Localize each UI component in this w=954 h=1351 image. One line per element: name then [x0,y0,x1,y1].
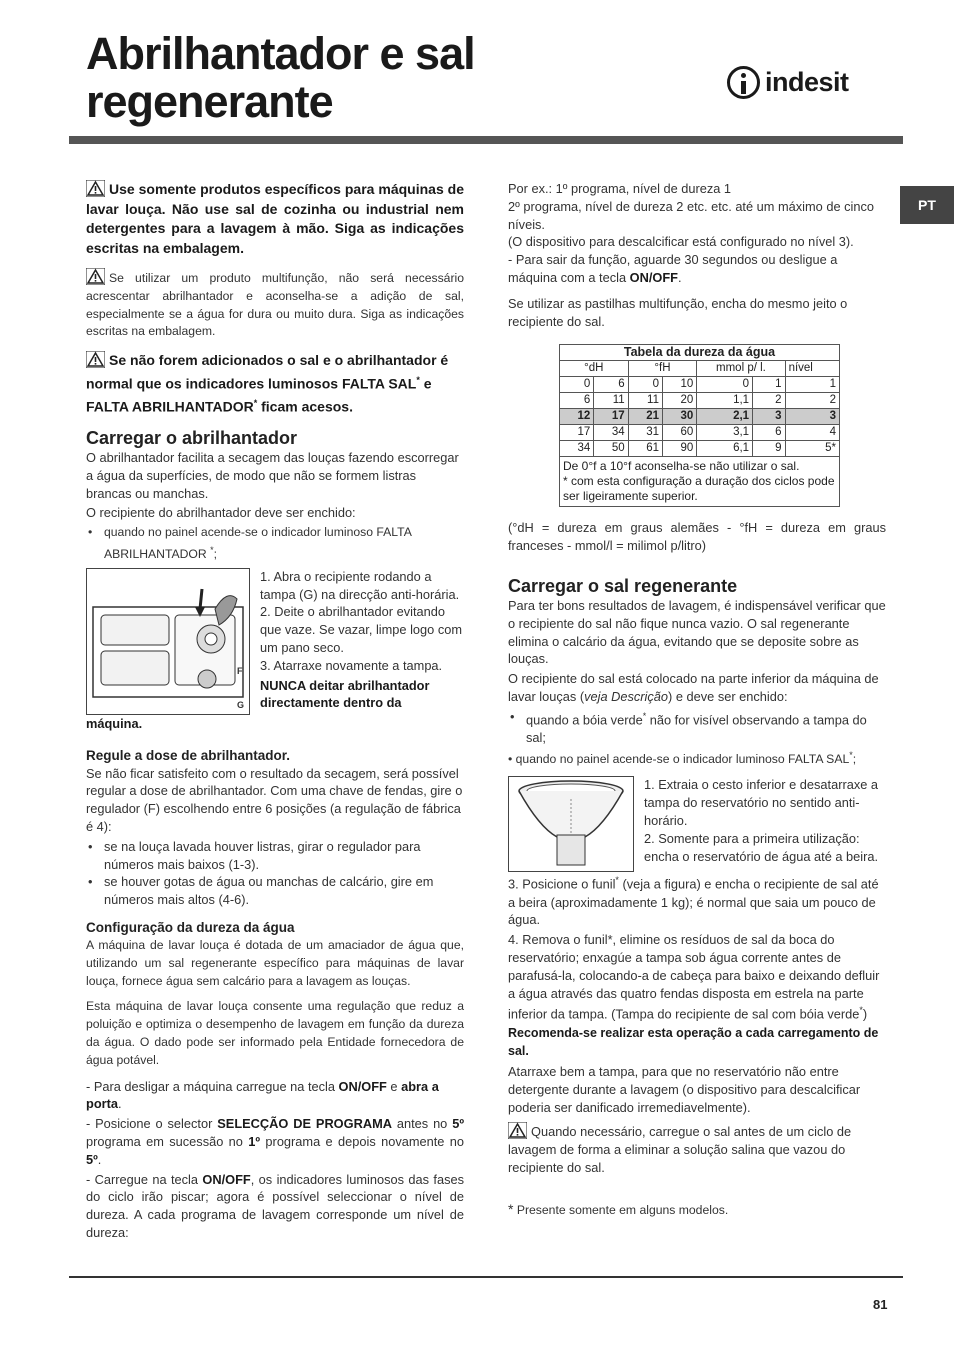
language-tab: PT [900,186,954,224]
hardness-paragraph: A máquina de lavar louça é dotada de um amaciador de água que, utilizando um sal regenerante específico para máquinas de lavar louça, fornece água sem calcário para a lavagem as louças. [86,938,464,988]
salt-paragraph [508,670,886,706]
step-text: , os indicadores luminosos das fases do ciclo irão piscar; agora é possível seleccionar o nível de dureza. A cada programa de lavagem corresponde um nível de dureza: [86,1171,464,1240]
step-text-bold: 5º [452,1116,464,1132]
list-item: • se houver gotas de água ou manchas de calcário, gire em números mais altos (4-6). [86,873,464,909]
table-cell: 90 [662,441,696,457]
table-cell: 3 [785,409,839,425]
hardness-paragraph: Esta máquina de lavar louça consente uma regulação que reduz a poluição e optimiza o desempenho de lavagem em função da dureza da água. O dado pode ser informado pela Entidade fornecedora de água potável. [86,999,464,1067]
example-text: . [677,269,682,285]
table-cell: 1 [753,377,786,393]
warning-indicators-text: Se não forem adicionados o sal e o abrilhantador é normal que os indicadores luminosos FALTA SAL [86,352,449,392]
step-text-bold: 1º [248,1133,261,1149]
warning-icon [86,268,105,285]
example-text-bold: ON/OFF [629,269,678,285]
warning-multifunction-text: Se utilizar um produto multifunção, não será necessário acrescentar abrilhantador e aconselha-se a adição de sal, especialmente se a água for dura ou muito dura. Siga as indicações escritas na embalagem. [86,271,464,339]
step-text: antes no [391,1116,453,1132]
funnel-illustration [508,776,634,872]
table-cell: 3 [753,409,786,425]
warning-indicators [86,351,464,417]
table-cell: 0 [560,377,594,393]
footnote-star: * [210,544,214,555]
figure-label-f: F [237,665,243,676]
table-cell: 21 [628,409,662,425]
hardness-table [559,344,840,507]
salt-indicator-text: • quando no painel acende-se o indicador luminoso FALTA SAL [508,751,850,766]
table-cell: 5* [785,441,839,457]
table-cell: 2 [753,393,786,409]
salt-steps-text: 1. Extraia o cesto inferior e desatarraxe a tampa do reservatório no sentido anti-horário. 2. Somente para a primeira utilização: encha o reservatório de água até a beira. [644,777,879,864]
table-note: De 0°f a 10°f aconselha-se não utilizar o sal. [563,459,800,474]
table-cell: 9 [753,441,786,457]
left-column [86,180,464,1244]
funnel-drawing [509,777,633,871]
warning-icon [86,180,105,197]
table-cell: 30 [662,409,696,425]
table-cell: 0 [628,377,662,393]
table-cell: 6 [594,377,628,393]
dispenser-drawing [87,569,249,714]
section-heading-rinse-aid: Carregar o abrilhantador [86,428,298,448]
step-text-bold: ON/OFF [338,1078,387,1094]
table-cell: 11 [628,393,662,409]
section-heading-salt: Carregar o sal regenerante [508,575,738,596]
list-item: • se na louça lavada houver listras, girar o regulador para números mais baixos (1-3). [86,838,464,874]
step-text: e [386,1078,402,1094]
salt-text: ) e deve ser enchido: [668,688,788,704]
footnote-star: * [849,749,853,760]
table-cell: 10 [662,377,696,393]
salt-step-3 [508,872,886,929]
salt-step-text: 4. Remova o funil*, elimine os resíduos de sal da boca do reservatório; enxagúe a tampa sob água corrente antes de parafusá-la, colocando-a de cabeça para baixo e deixando defluir a água através das quatro fendas disposta em estrela na parte inferior da tampa. (Tampa do recipiente de sal com bóia verde [508,932,880,1022]
step-text: programa em sucessão no [86,1133,249,1149]
rinse-paragraph: O abrilhantador facilita a secagem das louças fazendo escorregar a água da superfícies, de modo que não se formem listras brancas ou manchas. [86,450,459,501]
example-paragraph [508,180,886,287]
salt-paragraph: Atarraxe bem a tampa, para que no reservatório não entre detergente durante a lavagem (o dispositivo para descalcificar poderia ser danificado irremediavelmente). [508,1063,861,1115]
page-number: 81 [873,1297,888,1312]
step-text-bold: abra a porta [86,1078,439,1112]
footnote-star: * [642,710,647,721]
rinse-paragraph: O recipiente do abrilhantador deve ser enchido: [86,505,356,521]
step-press-onoff [86,1171,464,1242]
footnote-star: * [508,1200,514,1217]
table-cell: 2 [785,393,839,409]
step-text: programa e depois novamente no [260,1133,465,1149]
table-cell: 3,1 [697,425,753,441]
table-cell: 34 [594,425,628,441]
footnote-star: * [859,1005,863,1016]
table-cell: 17 [560,425,594,441]
table-cell: 60 [662,425,696,441]
step-text-bold: ON/OFF [202,1171,251,1187]
dose-list [86,838,464,909]
salt-step-text: (veja a figura) e encha o recipiente de sal até a beira (aproximadamente 1 kg); é normal que saia um pouco de água. [508,876,879,928]
footer-rule [69,1276,903,1278]
example-text: Por ex.: 1º programa, nível de dureza 1 2º programa, nível de dureza 2 etc. etc. até um máximo de cinco níveis. (O dispositivo para descalcificar está configurado no nível 3). - Para sair da função, aguarde 30 segundos ou desligue a máquina com a tecla [508,181,875,285]
table-cell: 1,1 [697,393,753,409]
dose-paragraph: Se não ficar satisfeito com o resultado da secagem, será possível regular a dose de abrilhantador. Com uma chave de fendas, gire o regulador (F) escolhendo entre 6 posições (a regulação de fábrica é 4): [86,765,463,835]
table-row [560,409,840,425]
table-row [560,377,840,393]
warning-icon [86,351,105,368]
header-rule [69,136,903,144]
table-row [560,425,840,441]
table-cell: 12 [560,409,594,425]
salt-figure-row [508,776,886,872]
table-title: Tabela da dureza da água [560,345,840,361]
table-header: °dH [560,361,629,377]
salt-step-text: 3. Posicione o funil [508,876,616,892]
rinse-never-text: NUNCA deitar abrilhantador directamente dentro da [260,677,430,711]
table-note: * com esta configuração a duração dos ciclos pode ser ligeiramente superior. [563,474,835,504]
salt-text-italic: veja Descrição [584,688,669,704]
step-power-off [86,1078,464,1114]
table-notes [560,457,840,507]
rinse-never-end: máquina. [86,715,143,731]
indesit-logo [727,62,849,102]
section-heading-hardness: Configuração da dureza da água [86,920,295,936]
page-title: Abrilhantador e sal regenerante [86,28,475,127]
list-item-text: quando a bóia verde [526,712,643,728]
salt-text: O recipiente do sal está colocado na parte inferior da máquina de lavar louças ( [508,671,879,704]
rinse-aid-figure-row [86,568,464,715]
salt-warning [508,1122,886,1176]
table-cell: 17 [594,409,628,425]
table-cell: 6 [753,425,786,441]
warning-products [86,180,464,258]
rinse-aid-illustration [86,568,250,715]
warning-products-text: Use somente produtos específicos para máquinas de lavar louça. Não use sal de cozinha ou industrial nem detergentes para a lavagem à mão. Siga as indicações escritas na embalagem. [86,181,464,256]
table-cell: 2,1 [697,409,753,425]
table-cell: 0 [697,377,753,393]
salt-list [508,708,886,747]
list-item [508,708,886,747]
step-text: - Para desligar a máquina carregue na tecla [86,1078,339,1094]
salt-steps [644,776,886,872]
table-cell: 4 [785,425,839,441]
footnote-star: * [615,875,619,886]
units-paragraph: (°dH = dureza em graus alemães - °fH = dureza em graus franceses - mmol/l = milimol p/litro) [508,520,886,554]
table-header: °fH [628,361,697,377]
warning-icon [508,1122,527,1139]
salt-indicator-item [508,747,886,769]
step-text: . [118,1096,122,1112]
table-cell: 20 [662,393,696,409]
table-cell: 31 [628,425,662,441]
table-cell: 11 [594,393,628,409]
footnote-star: * [416,374,420,385]
footnote-star: * [253,397,258,408]
step-text: - Posicione o selector [86,1116,218,1132]
rinse-steps-text: 1. Abra o recipiente rodando a tampa (G) na direcção anti-horária. 2. Deite o abrilhantador evitando que vaze. Se vazar, limpe logo com um pano seco. 3. Atarraxe novamente a tampa. [260,568,463,673]
salt-warning-text: Quando necessário, carregue o sal antes de um ciclo de lavagem de forma a eliminar a solução salina que vazou do recipiente do sal. [508,1124,852,1175]
salt-indicator-text: ; [852,751,857,766]
step-text-bold: SELECÇÃO DE PROGRAMA [217,1116,392,1132]
rinse-list [86,524,464,564]
table-body [560,377,840,457]
salt-paragraph: Para ter bons resultados de lavagem, é indispensável verificar que o recipiente do sal não fique nunca vazio. O sal regenerante elimina o calcário da água, evitando que se deposite sobre as louças. [508,597,886,667]
table-cell: 1 [785,377,839,393]
footnote [508,1201,886,1220]
table-cell: 50 [594,441,628,457]
footnote-text: Presente somente em alguns modelos. [516,1202,729,1217]
step-text: - Carregue na tecla [86,1171,203,1187]
list-item [86,524,464,564]
rinse-aid-steps [260,568,464,715]
right-column [508,180,886,1222]
step-text-bold: 5º [86,1151,98,1167]
section-heading-dose: Regule a dose de abrilhantador. [86,747,291,763]
multifunction-paragraph: Se utilizar as pastilhas multifunção, encha do mesmo jeito o recipiente do sal. [508,295,848,329]
salt-step-4 [508,931,886,1023]
warning-multifunction [86,268,464,341]
hardness-table-wrapper [559,344,840,507]
indesit-logo-icon [727,66,760,99]
table-row [560,441,840,457]
warning-indicators-text: e FALTA ABRILHANTADOR [86,375,432,415]
logo-text: indesit [765,66,849,97]
figure-label-g: G [237,699,245,710]
salt-step-text: ) [862,1006,868,1022]
table-cell: 34 [560,441,594,457]
step-text: . [97,1151,102,1167]
list-item-text: não for visível observando a tampa do sal; [526,712,867,745]
warning-indicators-text: ficam acesos. [257,398,353,415]
table-cell: 6 [560,393,594,409]
step-select-program [86,1115,464,1168]
table-header: nível [785,361,839,377]
table-cell: 61 [628,441,662,457]
table-header: mmol p/ l. [697,361,785,377]
salt-recommendation: Recomenda-se realizar esta operação a cada carregamento de sal. [508,1026,879,1059]
table-cell: 6,1 [697,441,753,457]
table-row [560,393,840,409]
list-item-text: ; [213,547,218,562]
list-item-text: quando no painel acende-se o indicador luminoso FALTA ABRILHANTADOR [104,525,412,562]
